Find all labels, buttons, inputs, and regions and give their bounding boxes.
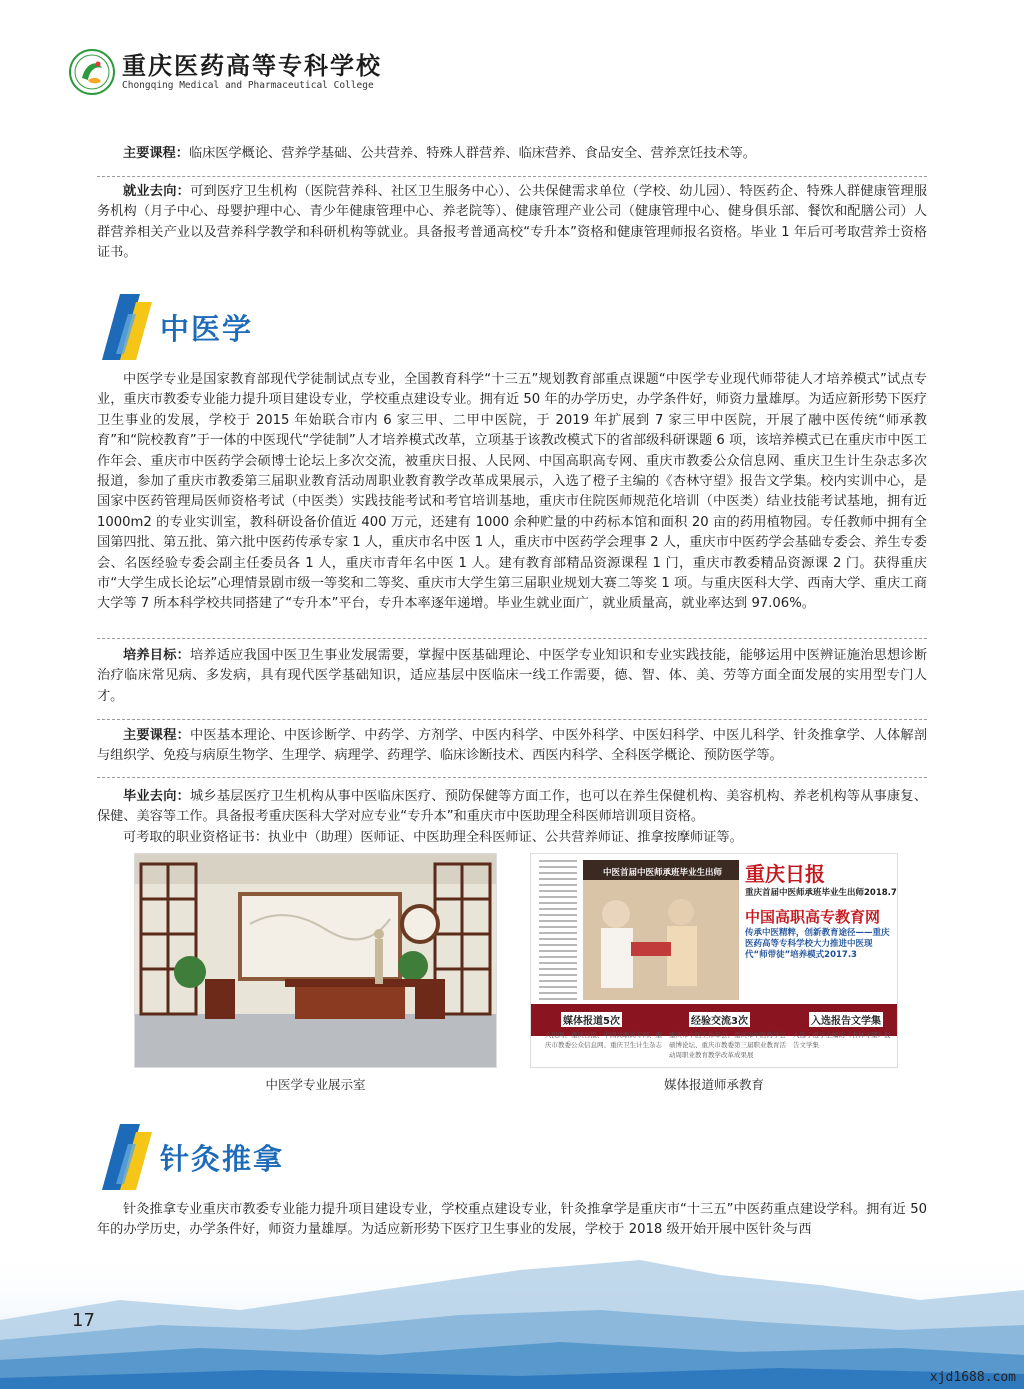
news-paper-name: 重庆日报 bbox=[745, 862, 825, 886]
divider bbox=[97, 176, 927, 177]
exhibition-room-image bbox=[135, 854, 497, 1068]
divider bbox=[97, 719, 927, 720]
grad-text: 城乡基层医疗卫生机构从事中医临床医疗、预防保健等方面工作，也可以在养生保健机构、美容机构、养老机构等从事康复、保健、美容等工作。具备报考重庆医科大学对应专业“专升本”和重庆市中医助理全科医师培训项目资格。 bbox=[97, 789, 928, 825]
news-col2-title: 经验交流3次 bbox=[689, 1012, 750, 1027]
news-col3-text: 入选了橙子主编的《杏林守望》报告文学集 bbox=[793, 1031, 891, 1049]
employment-text: 可到医疗卫生机构（医院营养科、社区卫生服务中心）、公共保健需求单位（学校、幼儿园）、特医药企、特殊人群健康管理服务机构（月子中心、母婴护理中心、青少年健康管理中心、养老院等）、健康管理产业公司（健康管理中心、健身俱乐部、餐饮和配膳公司）人群营养相关产业以及营养科学教学和科研机构等就业。具备报考普通高校“专升本”资格和健康管理师报名资格。毕业 1 年后可考取营养士资格证书。 bbox=[97, 184, 928, 261]
cert-paragraph: 可考取的职业资格证书：执业中（助理）医师证、中医助理全科医师证、公共营养师证、推拿按摩师证等。 bbox=[123, 829, 743, 845]
section-title-acupuncture: 针灸推拿 bbox=[160, 1141, 285, 1176]
page-header bbox=[68, 42, 382, 102]
section-marker-icon bbox=[100, 294, 158, 360]
photo2-caption: 媒体报道师承教育 bbox=[663, 1077, 764, 1092]
mountain-decoration bbox=[0, 1230, 1024, 1389]
divider bbox=[97, 777, 927, 778]
employment-label: 就业去向： bbox=[123, 184, 191, 199]
school-name-cn: 重庆医药高等专科学校 bbox=[122, 51, 382, 80]
page-number: 17 bbox=[72, 1310, 95, 1331]
courses-label: 主要课程： bbox=[123, 146, 189, 161]
divider bbox=[97, 638, 927, 639]
goal-paragraph bbox=[97, 646, 927, 707]
grad-paragraph bbox=[97, 787, 927, 828]
news-blue-text: 传承中医精粹，创新教育途径——重庆医药高等专科学校大力推进中医现代“师带徒”培养模式2017.3 bbox=[745, 928, 890, 960]
goal-label: 培养目标： bbox=[123, 648, 191, 663]
tcm-intro-paragraph: 中医学专业是国家教育部现代学徒制试点专业，全国教育科学“十三五”规划教育部重点课题“中医学专业现代师带徒人才培养模式”试点专业，重庆市教委专业能力提升项目建设专业，学校重点建设专业。拥有近 50 年的办学历史，办学条件好，师资力量雄厚。为适应新形势下医疗卫生事业的发展，学校于 2015 年始联合市内 6 家三甲、二甲中医院，于 2019 年扩展到 7 家三甲中医院，开展了融中医传统“师承教育”和“院校教育”于一体的中医现代“学徒制”人才培养模式改革，立项基于该教改模式下的省部级科研课题 6 项，该培养模式已在重庆市中医工作年会、重庆市中医药学会硕博士论坛上多次交流，被重庆日报、人民网、中国高职高专网、重庆市教委公众信息网、重庆卫生计生杂志多次报道，参加了重庆市教委第三届职业教育活动周职业教育教学改革成果展示，入选了橙子主编的《杏林守望》报告文学集。校内实训中心，是国家中医药管理局医师资格考试（中医类）实践技能考试和考官培训基地，重庆市住院医师规范化培训（中医类）结业技能考试基地，拥有近 1000m2 的专业实训室，教科研设备价值近 400 万元，还建有 1000 余种贮量的中药标本馆和面积 20 亩的药用植物园。专任教师中拥有全国第四批、第五批、第六批中医药传承专家 1 人，重庆市名中医 1 人，重庆市中医药学会理事 2 人，重庆市中医药学会基础专委会、养生专委会、名医经验专委会副主任委员各 1 人，重庆市青年名中医 1 人。建有教育部精品资源课程 1 门，重庆市教委精品资源课 2 门。获得重庆市“大学生成长论坛”心理情景剧市级一等奖和二等奖、重庆市大学生第三届职业规划大赛二等奖 1 项。与重庆医科大学、西南大学、重庆工商大学等 7 所本科学校共同搭建了“专升本”平台，专升本率逐年递增。毕业生就业面广，就业质量高，就业率达到 97.06%。 bbox=[97, 372, 927, 612]
news-col3-title: 入选报告文学集 bbox=[809, 1012, 883, 1027]
exhibition-room-photo bbox=[134, 853, 497, 1068]
grad-label: 毕业去向： bbox=[123, 789, 191, 804]
news-headline: 重庆首届中医师承班毕业生出师2018.7 bbox=[745, 888, 897, 898]
tcm-courses-paragraph bbox=[97, 726, 927, 767]
school-logo-icon bbox=[68, 48, 116, 96]
media-report-collage bbox=[530, 853, 898, 1068]
tcm-courses-text: 中医基本理论、中医诊断学、中药学、方剂学、中医内科学、中医外科学、中医妇科学、中医儿科学、针灸推拿学、人体解剖与组织学、免疫与病原生物学、生理学、病理学、药理学、临床诊断技术、西医内科学、全科医学概论、预防医学等。 bbox=[97, 728, 928, 764]
section-heading-tcm bbox=[100, 292, 253, 362]
photo1-caption: 中医学专业展示室 bbox=[265, 1077, 366, 1092]
section-heading-acupuncture bbox=[100, 1122, 284, 1192]
news-col2-text: 重庆市中医工作年会、重庆市中医药学会硕博论坛、重庆市教委第三届职业教育活动周职业教育教学改革成果展 bbox=[669, 1031, 786, 1059]
courses-paragraph bbox=[97, 144, 927, 164]
news-col1-title: 媒体报道5次 bbox=[561, 1012, 622, 1027]
goal-text: 培养适应我国中医卫生事业发展需要，掌握中医基础理论、中医学专业知识和专业实践技能，能够运用中医辨证施治思想诊断治疗临床常见病、多发病，具有现代医学基础知识，适应基层中医临床一线工作需要，德、智、体、美、劳等方面全面发展的实用型专门人才。 bbox=[97, 648, 928, 704]
courses-text: 临床医学概论、营养学基础、公共营养、特殊人群营养、临床营养、食品安全、营养烹饪技术等。 bbox=[188, 146, 756, 161]
section-marker-icon bbox=[100, 1124, 158, 1190]
tcm-courses-label: 主要课程： bbox=[123, 728, 191, 743]
section-title-tcm: 中医学 bbox=[160, 311, 254, 346]
news-site-name: 中国高职高专教育网 bbox=[745, 908, 881, 926]
employment-paragraph bbox=[97, 182, 927, 264]
news-col1-text: 人民网、重庆日报、中国高职高专网、重庆市教委公众信息网、重庆卫生计生杂志 bbox=[545, 1031, 662, 1049]
news-photo-banner: 中医首届中医师承班毕业生出师 bbox=[603, 868, 723, 878]
acupuncture-intro-paragraph: 针灸推拿专业重庆市教委专业能力提升项目建设专业，学校重点建设专业，针灸推拿学是重庆市“十三五”中医药重点建设学科。拥有近 50 年的办学历史，办学条件好，师资力量雄厚。为适应新形势下医疗卫生事业的发展，学校于 2018 级开始开展中医针灸与西 bbox=[97, 1202, 927, 1238]
watermark-text: xjd1688.com bbox=[929, 1370, 1016, 1385]
school-name-en: Chongqing Medical and Pharmaceutical College bbox=[122, 80, 374, 91]
